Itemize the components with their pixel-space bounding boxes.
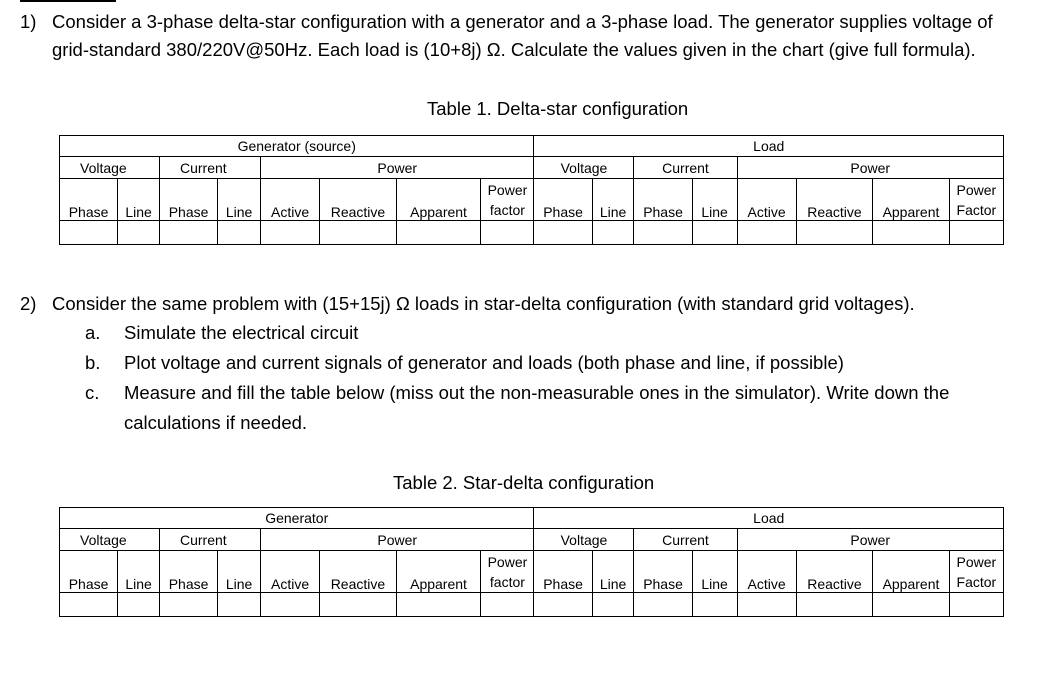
gen-phase-current-col: Phase: [159, 179, 217, 221]
table-2-caption: Table 2. Star-delta configuration: [393, 472, 655, 493]
answer-cell[interactable]: [949, 593, 1003, 617]
gen-line-voltage-col: Line: [118, 179, 160, 221]
load-phase-voltage-col: Phase: [534, 179, 592, 221]
item-b-marker: b.: [85, 352, 101, 373]
load-power-header: Power: [737, 529, 1003, 551]
load-reactive-col: Reactive: [796, 551, 873, 593]
answer-cell[interactable]: [796, 593, 873, 617]
table-1: [59, 135, 1004, 245]
gen-phase-voltage-col: Phase: [60, 179, 118, 221]
generator-header: Generator: [60, 508, 534, 529]
problem-1: [20, 8, 1060, 64]
gen-current-header: Current: [159, 157, 260, 179]
answer-cell[interactable]: [481, 593, 534, 617]
answer-cell[interactable]: [118, 221, 160, 245]
gen-line-voltage-col: Line: [118, 551, 160, 593]
item-c-text: Measure and fill the table below (miss out the non-measurable ones in the simulator). Write down the: [124, 382, 950, 403]
load-line-voltage-col: Line: [592, 179, 634, 221]
gen-phase-voltage-col: Phase: [60, 551, 118, 593]
answer-cell[interactable]: [481, 221, 534, 245]
gen-phase-current-col: Phase: [159, 551, 217, 593]
load-active-col: Active: [737, 551, 796, 593]
load-apparent-col: Apparent: [873, 179, 950, 221]
answer-cell[interactable]: [737, 593, 796, 617]
load-line-current-col: Line: [692, 551, 737, 593]
answer-cell[interactable]: [873, 221, 950, 245]
load-header: Load: [534, 508, 1004, 529]
answer-cell[interactable]: [692, 593, 737, 617]
gen-power-factor-col: Power factor: [481, 179, 534, 221]
problem-2-number: 2): [20, 293, 37, 314]
load-power-factor-col: Power Factor: [949, 179, 1003, 221]
load-line-current-col: Line: [692, 179, 737, 221]
load-line-voltage-col: Line: [592, 551, 634, 593]
answer-cell[interactable]: [796, 221, 873, 245]
gen-current-header: Current: [159, 529, 260, 551]
answer-cell[interactable]: [60, 593, 118, 617]
answer-cell[interactable]: [592, 221, 634, 245]
gen-active-col: Active: [260, 551, 319, 593]
problem-2-text: Consider the same problem with (15+15j) Ω loads in star-delta configuration (with standard grid voltages).: [52, 293, 915, 314]
gen-voltage-header: Voltage: [60, 529, 160, 551]
answer-cell[interactable]: [737, 221, 796, 245]
answer-cell[interactable]: [218, 593, 261, 617]
item-a-text: Simulate the electrical circuit: [124, 322, 359, 343]
load-apparent-col: Apparent: [873, 551, 950, 593]
table-2: [59, 507, 1004, 617]
load-phase-current-col: Phase: [634, 551, 692, 593]
problem-2: [20, 290, 1060, 318]
gen-line-current-col: Line: [218, 179, 261, 221]
page-top-rule: [20, 0, 116, 2]
problem-1-line-2: grid-standard 380/220V@50Hz. Each load is (10+8j) Ω. Calculate the values given in the chart (give full formula).: [52, 39, 976, 60]
load-active-col: Active: [737, 179, 796, 221]
load-voltage-header: Voltage: [534, 157, 634, 179]
answer-cell[interactable]: [118, 593, 160, 617]
answer-cell[interactable]: [534, 221, 592, 245]
generator-header: Generator (source): [60, 136, 534, 157]
load-power-factor-col: Power Factor: [949, 551, 1003, 593]
answer-cell[interactable]: [873, 593, 950, 617]
answer-cell[interactable]: [320, 593, 397, 617]
answer-cell[interactable]: [949, 221, 1003, 245]
gen-active-col: Active: [261, 179, 320, 221]
load-phase-current-col: Phase: [634, 179, 692, 221]
item-c-continuation: calculations if needed.: [124, 412, 308, 433]
answer-cell[interactable]: [592, 593, 634, 617]
answer-cell[interactable]: [396, 593, 481, 617]
load-reactive-col: Reactive: [796, 179, 873, 221]
answer-cell[interactable]: [320, 221, 397, 245]
problem-1-line-1: Consider a 3-phase delta-star configuration with a generator and a 3-phase load. The generator supplies voltage of: [52, 11, 993, 32]
gen-reactive-col: Reactive: [320, 179, 397, 221]
answer-cell[interactable]: [396, 221, 481, 245]
load-phase-voltage-col: Phase: [534, 551, 592, 593]
load-current-header: Current: [634, 157, 737, 179]
table-1-answer-row: [60, 221, 1004, 245]
gen-apparent-col: Apparent: [396, 179, 481, 221]
answer-cell[interactable]: [260, 593, 319, 617]
item-a-marker: a.: [85, 322, 101, 343]
gen-apparent-col: Apparent: [396, 551, 481, 593]
gen-power-header: Power: [261, 157, 534, 179]
answer-cell[interactable]: [692, 221, 737, 245]
answer-cell[interactable]: [634, 593, 692, 617]
answer-cell[interactable]: [159, 593, 217, 617]
table-1-caption: Table 1. Delta-star configuration: [427, 98, 689, 119]
item-b-text: Plot voltage and current signals of generator and loads (both phase and line, if possible): [124, 352, 844, 373]
answer-cell[interactable]: [534, 593, 592, 617]
gen-reactive-col: Reactive: [320, 551, 397, 593]
problem-1-number: 1): [20, 11, 37, 32]
answer-cell[interactable]: [634, 221, 692, 245]
answer-cell[interactable]: [60, 221, 118, 245]
item-c-marker: c.: [85, 382, 100, 403]
answer-cell[interactable]: [261, 221, 320, 245]
gen-voltage-header: Voltage: [60, 157, 160, 179]
gen-power-factor-col: Power factor: [481, 551, 534, 593]
load-header: Load: [534, 136, 1004, 157]
load-current-header: Current: [634, 529, 737, 551]
gen-power-header: Power: [260, 529, 534, 551]
table-2-answer-row: [60, 593, 1004, 617]
gen-line-current-col: Line: [218, 551, 261, 593]
load-voltage-header: Voltage: [534, 529, 634, 551]
load-power-header: Power: [737, 157, 1003, 179]
answer-cell[interactable]: [159, 221, 217, 245]
answer-cell[interactable]: [218, 221, 261, 245]
